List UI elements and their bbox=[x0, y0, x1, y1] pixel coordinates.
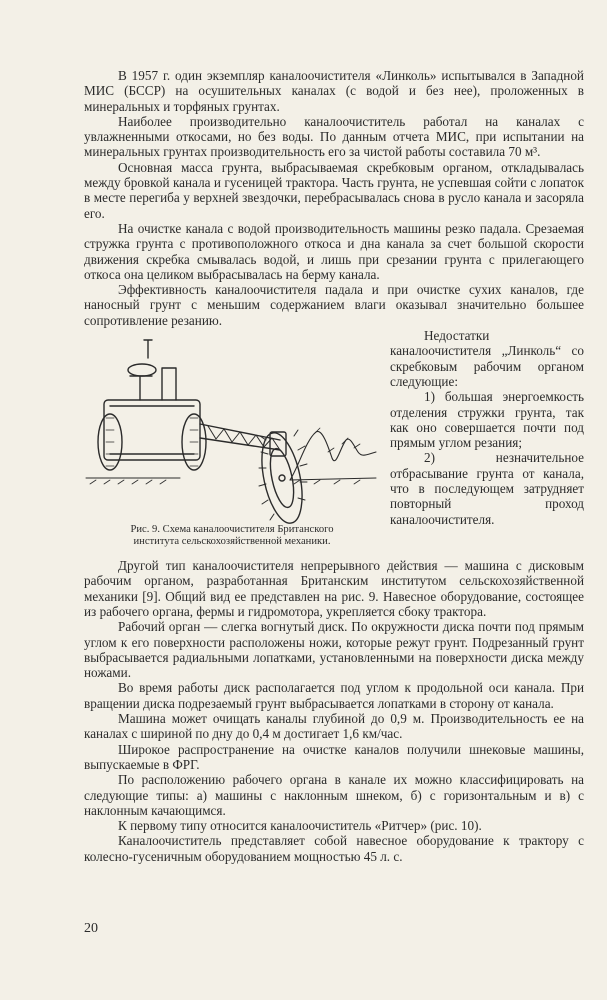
caption-line-2: института сельскохозяйственной механики. bbox=[133, 536, 331, 548]
paragraph-8: Во время работы диск располагается под углом к продольной оси канала. При вращении диска подрезаемый грунт выбрасывается лопатками в сторону от канала. bbox=[84, 680, 584, 711]
paragraph-5-lead bbox=[84, 282, 584, 328]
paragraph-10: Широкое распространение на очистке каналов получили шнековые машины, выпускаемые в ФРГ. bbox=[84, 741, 584, 772]
paragraph-12: К первому типу относится каналоочиститель «Ритчер» (рис. 10). bbox=[118, 818, 482, 834]
figure-block bbox=[84, 328, 584, 558]
paragraph-5: Эффективность каналоочистителя падала и при очистке сухих каналов, где наносный грунт с меньшим содержанием влаги оказывал значительно большее сопротивление резанию. bbox=[84, 282, 584, 328]
shortcoming-2: 2) незначительное отбрасывание грунта от канала, что в последующем затрудняет повторный проход каналоочистителя. bbox=[390, 450, 584, 527]
paragraph-4: На очистке канала с водой производительность машины резко падала. Срезаемая стружка грунта с противоположного откоса и дна канала за счет большой скорости движения скребка смывалась водой, и лишь при срезании грунта с прилегающего откоса она целиком выбрасывалась на берму канала. bbox=[84, 220, 584, 282]
paragraph-11: По расположению рабочего органа в канале их можно классифицировать на следующие типы: а) машины с наклонным шнеком, б) с горизонтальным и в) с наклонным качающимся. bbox=[84, 772, 584, 818]
paragraph-3: Основная масса грунта, выбрасываемая скребковым органом, откладывалась между бровкой канала и гусеницей трактора. Часть грунта, не успевшая сойти с лопаток в месте перегиба у верхней звездочки, перебрасывалась снова в русло канала и засоряла его. bbox=[84, 159, 584, 221]
shortcomings-intro: Недостатки каналоочистителя „Линколь“ со скребковым рабочим органом следующие: bbox=[390, 328, 584, 389]
paragraph-13: Каналоочиститель представляет собой навесное оборудование к трактору с колесно-гусеничным оборудованием мощностью 45 л. с. bbox=[84, 833, 584, 864]
caption-line-1: Рис. 9. Схема каналоочистителя Британского bbox=[130, 524, 334, 536]
text-column bbox=[84, 68, 584, 864]
paragraph-9: Машина может очищать каналы глубиной до 0,9 м. Производительность ее на каналах с шириной по дну до 0,4 м достигает 1,6 км/час. bbox=[84, 711, 584, 742]
page-number: 20 bbox=[84, 921, 98, 936]
paragraph-7: Рабочий орган — слегка вогнутый диск. По окружности диска почти под прямым углом к его поверхности расположены ножи, которые режут грунт. Подрезанный грунт выбрасывается радиальными лопатками, установленными на поверхности диска между ножами. bbox=[84, 619, 584, 681]
figure-caption bbox=[84, 524, 380, 548]
figure-9 bbox=[84, 328, 380, 556]
shortcoming-1: 1) большая энергоемкость отделения стружки грунта, так как оно совершается почти под прямым углом резания; bbox=[390, 389, 584, 451]
paragraph-1: В 1957 г. один экземпляр каналоочистителя «Линколь» испытывался в Западной МИС (БССР) на осушительных каналах (с водой и без нее), проложенных в минеральных и торфяных грунтах. bbox=[84, 68, 584, 114]
paragraph-6: Другой тип каналоочистителя непрерывного действия — машина с дисковым рабочим органом, разработанная Британским институтом сельскохозяйственной механики [9]. Общий вид ее представлен на рис. 9. Навесное оборудование, состоящее из рабочего органа, фермы и гидромотора, укрепляется сбоку трактора. bbox=[84, 558, 584, 619]
figure-wrap bbox=[84, 282, 584, 328]
canal-cleaner-drawing bbox=[84, 328, 380, 524]
paragraph-2: Наиболее производительно каналоочиститель работал на каналах с увлажненными откосами, но без воды. По данным отчета МИС, при испытании на минеральных грунтах производительность его за чистой работы составила 70 м³. bbox=[84, 113, 584, 160]
